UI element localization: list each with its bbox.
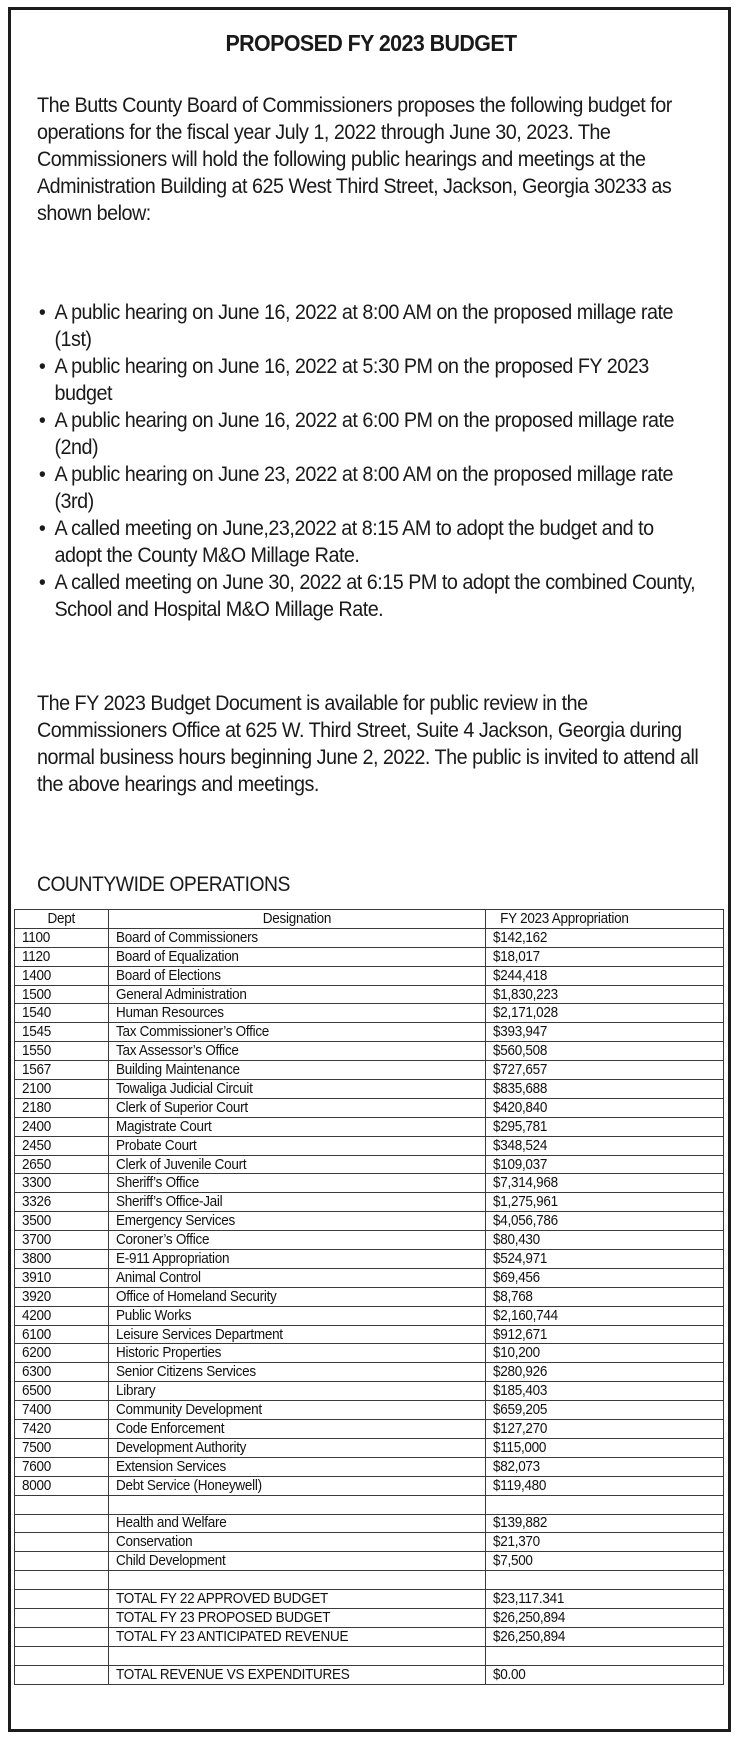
table-row: [15, 1514, 724, 1533]
appropriation-cell: $115,000: [486, 1438, 724, 1457]
designation-cell: Towaliga Judicial Circuit: [108, 1080, 486, 1099]
dept-cell: [15, 1608, 109, 1627]
designation-cell: [108, 1646, 486, 1665]
table-row: [15, 1004, 724, 1023]
meeting-item: [37, 461, 699, 515]
table-row: [15, 966, 724, 985]
bullet-icon: •: [38, 408, 46, 432]
designation-cell: Public Works: [108, 1306, 486, 1325]
designation-cell: E-911 Appropriation: [108, 1250, 486, 1269]
dept-cell: 1540: [15, 1004, 109, 1023]
table-header-row: [15, 910, 724, 929]
appropriation-cell: [486, 1495, 724, 1514]
designation-cell: Debt Service (Honeywell): [108, 1476, 486, 1495]
appropriation-cell: $23,117.341: [486, 1590, 724, 1609]
dept-cell: 4200: [15, 1306, 109, 1325]
dept-cell: 1567: [15, 1061, 109, 1080]
designation-cell: Clerk of Superior Court: [108, 1098, 486, 1117]
appropriation-cell: $8,768: [486, 1287, 724, 1306]
meeting-list: [37, 299, 699, 623]
bullet-icon: •: [38, 354, 46, 378]
designation-cell: Senior Citizens Services: [108, 1363, 486, 1382]
dept-cell: 1550: [15, 1042, 109, 1061]
dept-cell: [15, 1514, 109, 1533]
appropriation-cell: $26,250,894: [486, 1627, 724, 1646]
designation-cell: [108, 1571, 486, 1590]
appropriation-cell: $348,524: [486, 1136, 724, 1155]
meeting-item: [37, 407, 699, 461]
appropriation-cell: $0.00: [486, 1665, 724, 1684]
appropriation-cell: $80,430: [486, 1231, 724, 1250]
dept-cell: 3300: [15, 1174, 109, 1193]
dept-cell: 6300: [15, 1363, 109, 1382]
dept-cell: 1400: [15, 966, 109, 985]
meeting-item: [37, 353, 699, 407]
dept-cell: [15, 1590, 109, 1609]
table-row: [15, 1136, 724, 1155]
dept-cell: [15, 1533, 109, 1552]
dept-cell: 2400: [15, 1117, 109, 1136]
table-row: [15, 1420, 724, 1439]
designation-cell: Human Resources: [108, 1004, 486, 1023]
table-spacer-row: [15, 1571, 724, 1590]
appropriation-cell: $244,418: [486, 966, 724, 985]
table-row: [15, 1117, 724, 1136]
designation-cell: Extension Services: [108, 1457, 486, 1476]
designation-cell: Emergency Services: [108, 1212, 486, 1231]
table-row: [15, 1287, 724, 1306]
meeting-item: [37, 569, 699, 623]
dept-cell: 7600: [15, 1457, 109, 1476]
intro-paragraph: The Butts County Board of Commissioners proposes the following budget for operations for the fiscal year July 1, 2022 through June 30, 2023. The Commissioners will hold the following public hearings and meetings at the Administration Building at 625 West Third Street, Jackson, Georgia 30233 as shown below:: [37, 93, 672, 225]
appropriation-cell: $4,056,786: [486, 1212, 724, 1231]
appropriation-cell: $69,456: [486, 1268, 724, 1287]
designation-cell: Tax Assessor’s Office: [108, 1042, 486, 1061]
designation-cell: Clerk of Juvenile Court: [108, 1155, 486, 1174]
designation-cell: Code Enforcement: [108, 1420, 486, 1439]
dept-cell: 2450: [15, 1136, 109, 1155]
dept-cell: 3700: [15, 1231, 109, 1250]
table-row: [15, 1665, 724, 1684]
header-appropriation: FY 2023 Appropriation: [486, 910, 724, 929]
designation-cell: Health and Welfare: [108, 1514, 486, 1533]
designation-cell: Probate Court: [108, 1136, 486, 1155]
designation-cell: Coroner’s Office: [108, 1231, 486, 1250]
table-row: [15, 1155, 724, 1174]
table-row: [15, 1344, 724, 1363]
table-row: [15, 1382, 724, 1401]
table-row: [15, 1627, 724, 1646]
dept-cell: 6100: [15, 1325, 109, 1344]
meeting-text: A public hearing on June 16, 2022 at 8:00 AM on the proposed millage rate (1st): [54, 300, 673, 351]
section-label: COUNTYWIDE OPERATIONS: [37, 873, 290, 896]
table-row: [15, 1174, 724, 1193]
table-row: [15, 1193, 724, 1212]
dept-cell: 6200: [15, 1344, 109, 1363]
designation-cell: TOTAL FY 23 ANTICIPATED REVENUE: [108, 1627, 486, 1646]
designation-cell: Sheriff’s Office-Jail: [108, 1193, 486, 1212]
table-spacer-row: [15, 1495, 724, 1514]
appropriation-cell: $185,403: [486, 1382, 724, 1401]
table-row: [15, 1438, 724, 1457]
designation-cell: Library: [108, 1382, 486, 1401]
dept-cell: [15, 1646, 109, 1665]
table-row: [15, 947, 724, 966]
designation-cell: Animal Control: [108, 1268, 486, 1287]
dept-cell: 3500: [15, 1212, 109, 1231]
dept-cell: 3800: [15, 1250, 109, 1269]
table-row: [15, 1363, 724, 1382]
budget-table: [14, 909, 724, 1685]
review-paragraph: The FY 2023 Budget Document is available for public review in the Commissioners Office at 625 W. Third Street, Suite 4 Jackson, Georgia during normal business hours beginning June 2, 2022. The public is invited to attend all the above hearings and meetings.: [37, 691, 699, 796]
bullet-icon: •: [38, 516, 46, 540]
dept-cell: 7420: [15, 1420, 109, 1439]
designation-cell: TOTAL FY 23 PROPOSED BUDGET: [108, 1608, 486, 1627]
dept-cell: [15, 1665, 109, 1684]
header-dept: Dept: [15, 910, 109, 929]
appropriation-cell: $119,480: [486, 1476, 724, 1495]
dept-cell: 2180: [15, 1098, 109, 1117]
document-title: PROPOSED FY 2023 BUDGET: [225, 30, 517, 56]
dept-cell: [15, 1552, 109, 1571]
dept-cell: 7500: [15, 1438, 109, 1457]
bullet-icon: •: [38, 570, 46, 594]
appropriation-cell: $912,671: [486, 1325, 724, 1344]
designation-cell: Board of Elections: [108, 966, 486, 985]
table-row: [15, 1080, 724, 1099]
dept-cell: 7400: [15, 1401, 109, 1420]
appropriation-cell: $1,275,961: [486, 1193, 724, 1212]
table-row: [15, 1306, 724, 1325]
table-body: [15, 928, 724, 1684]
table-row: [15, 1476, 724, 1495]
meeting-item: [37, 515, 699, 569]
dept-cell: 6500: [15, 1382, 109, 1401]
appropriation-cell: $560,508: [486, 1042, 724, 1061]
meeting-text: A called meeting on June 30, 2022 at 6:15 PM to adopt the combined County, School and Hospital M&O Millage Rate.: [54, 570, 696, 621]
appropriation-cell: $82,073: [486, 1457, 724, 1476]
appropriation-cell: $7,314,968: [486, 1174, 724, 1193]
appropriation-cell: $18,017: [486, 947, 724, 966]
dept-cell: 8000: [15, 1476, 109, 1495]
dept-cell: [15, 1495, 109, 1514]
dept-cell: 2650: [15, 1155, 109, 1174]
appropriation-cell: $10,200: [486, 1344, 724, 1363]
appropriation-cell: $21,370: [486, 1533, 724, 1552]
appropriation-cell: $280,926: [486, 1363, 724, 1382]
table-row: [15, 1042, 724, 1061]
appropriation-cell: $835,688: [486, 1080, 724, 1099]
table-row: [15, 1250, 724, 1269]
bullet-icon: •: [38, 462, 46, 486]
table-row: [15, 1061, 724, 1080]
header-designation: Designation: [108, 910, 486, 929]
table-row: [15, 1325, 724, 1344]
designation-cell: Building Maintenance: [108, 1061, 486, 1080]
table-row: [15, 1533, 724, 1552]
appropriation-cell: $524,971: [486, 1250, 724, 1269]
designation-cell: TOTAL FY 22 APPROVED BUDGET: [108, 1590, 486, 1609]
meeting-text: A public hearing on June 16, 2022 at 6:00 PM on the proposed millage rate (2nd): [54, 408, 675, 459]
appropriation-cell: $142,162: [486, 928, 724, 947]
dept-cell: 1100: [15, 928, 109, 947]
appropriation-cell: $2,160,744: [486, 1306, 724, 1325]
table-row: [15, 1231, 724, 1250]
designation-cell: Sheriff’s Office: [108, 1174, 486, 1193]
dept-cell: 3326: [15, 1193, 109, 1212]
dept-cell: 1120: [15, 947, 109, 966]
appropriation-cell: $26,250,894: [486, 1608, 724, 1627]
designation-cell: Magistrate Court: [108, 1117, 486, 1136]
designation-cell: Office of Homeland Security: [108, 1287, 486, 1306]
designation-cell: Historic Properties: [108, 1344, 486, 1363]
appropriation-cell: $295,781: [486, 1117, 724, 1136]
appropriation-cell: $109,037: [486, 1155, 724, 1174]
designation-cell: Leisure Services Department: [108, 1325, 486, 1344]
meeting-text: A public hearing on June 23, 2022 at 8:00 AM on the proposed millage rate (3rd): [54, 462, 673, 513]
dept-cell: 3910: [15, 1268, 109, 1287]
table-row: [15, 1590, 724, 1609]
dept-cell: 1500: [15, 985, 109, 1004]
dept-cell: [15, 1571, 109, 1590]
appropriation-cell: $393,947: [486, 1023, 724, 1042]
dept-cell: 2100: [15, 1080, 109, 1099]
table-row: [15, 928, 724, 947]
table-row: [15, 1098, 724, 1117]
designation-cell: Community Development: [108, 1401, 486, 1420]
designation-cell: Development Authority: [108, 1438, 486, 1457]
table-row: [15, 1457, 724, 1476]
appropriation-cell: [486, 1571, 724, 1590]
appropriation-cell: $727,657: [486, 1061, 724, 1080]
appropriation-cell: $7,500: [486, 1552, 724, 1571]
designation-cell: Board of Equalization: [108, 947, 486, 966]
appropriation-cell: $659,205: [486, 1401, 724, 1420]
meeting-item: [37, 299, 699, 353]
table-row: [15, 1268, 724, 1287]
table-row: [15, 985, 724, 1004]
table-row: [15, 1608, 724, 1627]
table-row: [15, 1023, 724, 1042]
dept-cell: [15, 1627, 109, 1646]
appropriation-cell: $139,882: [486, 1514, 724, 1533]
appropriation-cell: $2,171,028: [486, 1004, 724, 1023]
table-spacer-row: [15, 1646, 724, 1665]
table-row: [15, 1401, 724, 1420]
appropriation-cell: $420,840: [486, 1098, 724, 1117]
meeting-text: A called meeting on June,23,2022 at 8:15 AM to adopt the budget and to adopt the County M&O Millage Rate.: [54, 516, 654, 567]
meeting-text: A public hearing on June 16, 2022 at 5:30 PM on the proposed FY 2023 budget: [54, 354, 649, 405]
appropriation-cell: [486, 1646, 724, 1665]
appropriation-cell: $127,270: [486, 1420, 724, 1439]
dept-cell: 3920: [15, 1287, 109, 1306]
designation-cell: TOTAL REVENUE VS EXPENDITURES: [108, 1665, 486, 1684]
bullet-icon: •: [38, 300, 46, 324]
table-row: [15, 1552, 724, 1571]
table-row: [15, 1212, 724, 1231]
designation-cell: Board of Commissioners: [108, 928, 486, 947]
designation-cell: Child Development: [108, 1552, 486, 1571]
designation-cell: Conservation: [108, 1533, 486, 1552]
appropriation-cell: $1,830,223: [486, 985, 724, 1004]
dept-cell: 1545: [15, 1023, 109, 1042]
designation-cell: [108, 1495, 486, 1514]
designation-cell: General Administration: [108, 985, 486, 1004]
designation-cell: Tax Commissioner’s Office: [108, 1023, 486, 1042]
